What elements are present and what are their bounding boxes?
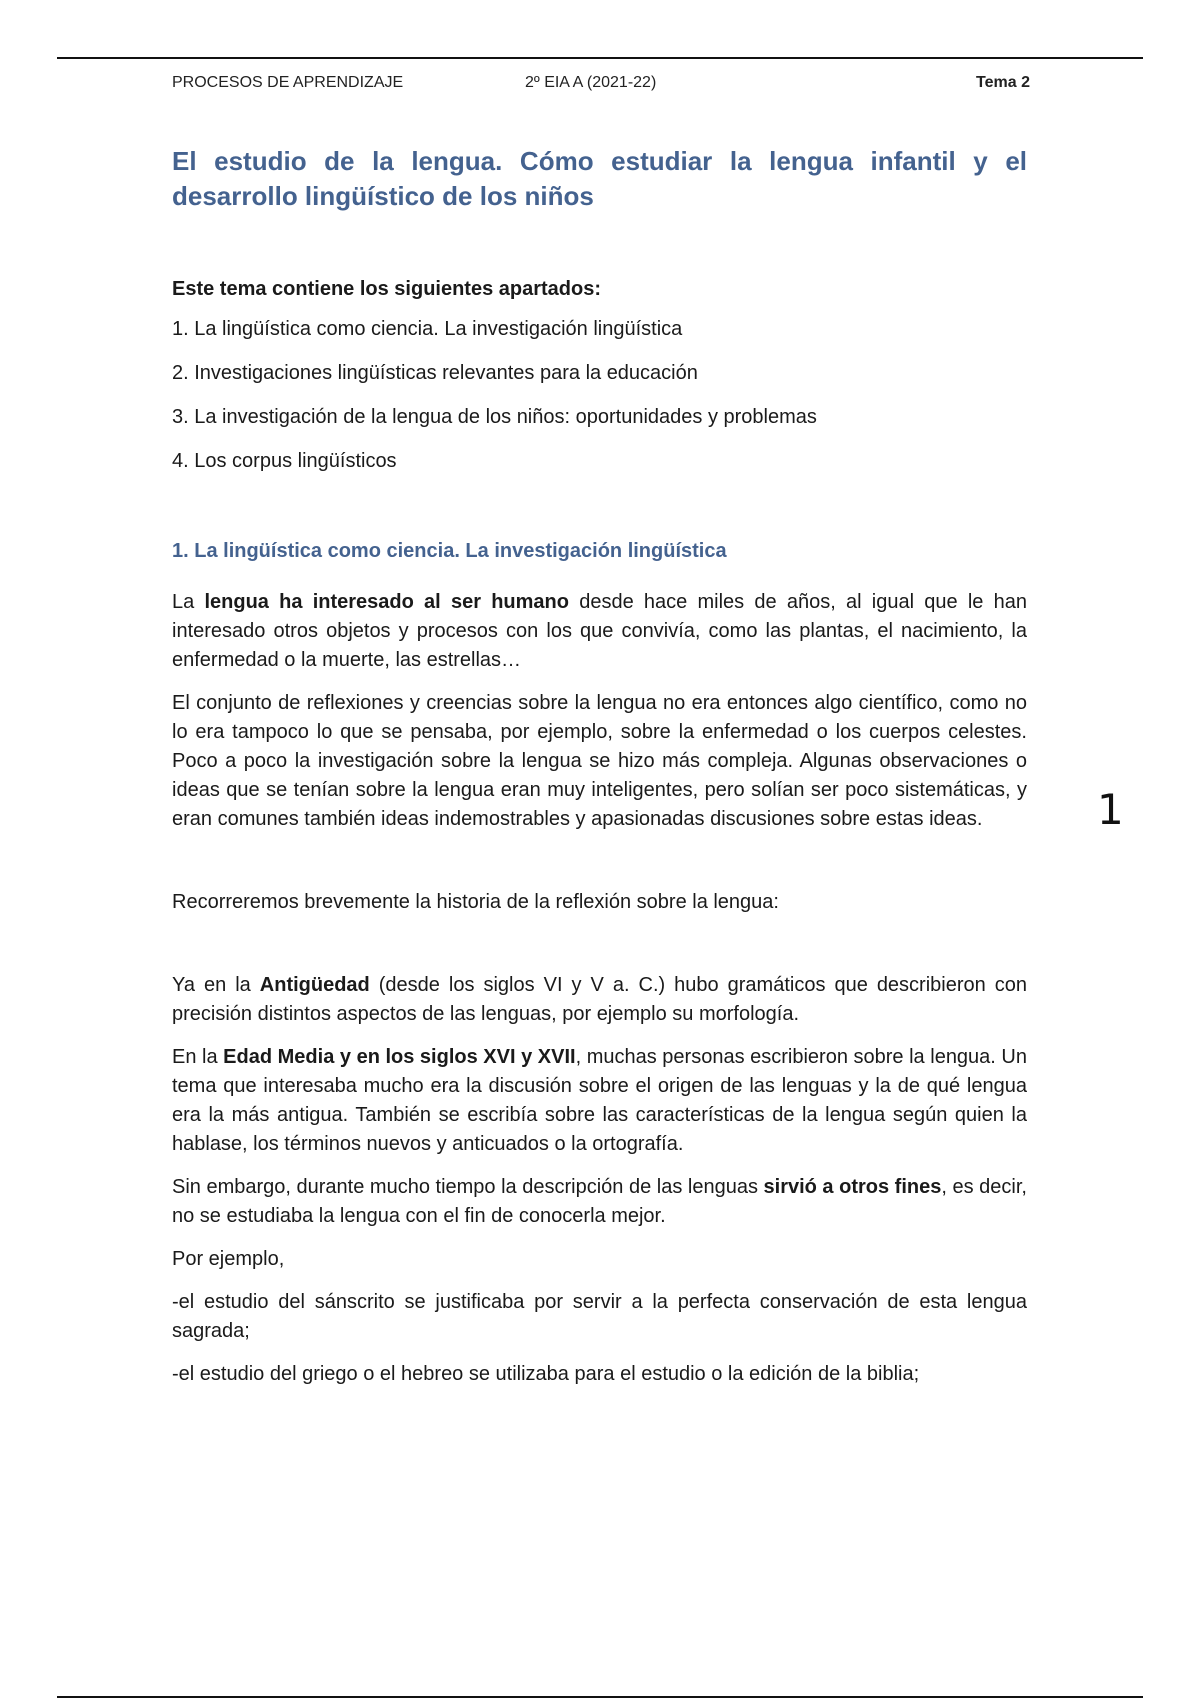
header-topic: Tema 2 xyxy=(976,74,1030,91)
contents-list xyxy=(172,316,1027,474)
contents-heading: Este tema contiene los siguientes apartados: xyxy=(172,278,602,300)
paragraph-8: -el estudio del sánscrito se justificaba por servir a la perfecta conservación de esta lengua sagrada; xyxy=(172,1291,1027,1342)
paragraph-5-emphasis: Edad Media y en los siglos XVI y XVII xyxy=(223,1046,576,1068)
top-rule xyxy=(57,57,1143,59)
paragraph-1 xyxy=(172,588,1027,675)
header-course: PROCESOS DE APRENDIZAJE xyxy=(172,74,404,91)
paragraph-6-text-cont: , es decir, no se estudiaba la lengua con el fin de conocerla mejor. xyxy=(172,1176,1027,1227)
header-group: 2º EIA A (2021-22) xyxy=(525,74,657,91)
bottom-rule xyxy=(57,1696,1143,1698)
paragraph-1-text-cont: desde hace miles de años, al igual que le han interesado otros objetos y procesos con los que convivía, como las plantas, el nacimiento, la enfermedad o la muerte, las estrellas… xyxy=(172,591,1027,671)
page-header xyxy=(172,74,1030,98)
contents-item: 3. La investigación de la lengua de los niños: oportunidades y problemas xyxy=(172,406,817,428)
paragraph-4-emphasis: Antigüedad xyxy=(259,974,370,996)
paragraph-4-text: Ya en la xyxy=(172,974,260,996)
contents-item: 4. Los corpus lingüísticos xyxy=(172,450,397,472)
paragraph-6-text: Sin embargo, durante mucho tiempo la descripción de las lenguas xyxy=(172,1176,764,1198)
paragraph-6 xyxy=(172,1173,1027,1231)
paragraph-4 xyxy=(172,971,1027,1029)
page-number: 1 xyxy=(1097,785,1124,834)
paragraph-9: -el estudio del griego o el hebreo se utilizaba para el estudio o la edición de la biblia; xyxy=(172,1363,920,1385)
paragraph-7: Por ejemplo, xyxy=(172,1248,285,1270)
paragraph-1-emphasis: lengua ha interesado al ser humano xyxy=(204,591,569,613)
paragraph-5 xyxy=(172,1043,1027,1159)
document-body xyxy=(172,144,1027,1389)
paragraph-2: El conjunto de reflexiones y creencias sobre la lengua no era entonces algo científico, como no lo era tampoco lo que se pensaba, por ejemplo, sobre la enfermedad o los cuerpos celestes. Poco a poco la investigación sobre la lengua se hizo más compleja. Algunas observaciones o ideas que se tenían sobre la lengua eran muy inteligentes, pero solían ser poco sistemáticas, y eran comunes también ideas indemostrables y apasionadas discusiones sobre estas ideas. xyxy=(172,692,1027,830)
paragraph-1-text: La xyxy=(172,591,205,613)
document-title: El estudio de la lengua. Cómo estudiar la lengua infantil y el desarrollo lingüístico de los niños xyxy=(172,146,1027,211)
contents-item: 2. Investigaciones lingüísticas relevantes para la educación xyxy=(172,362,698,384)
paragraph-4-text-cont: (desde los siglos VI y V a. C.) hubo gramáticos que describieron con precisión distintos aspectos de las lenguas, por ejemplo su morfología. xyxy=(172,974,1027,1025)
paragraph-5-text: En la xyxy=(172,1046,224,1068)
contents-item: 1. La lingüística como ciencia. La investigación lingüística xyxy=(172,318,683,340)
section-1-heading: 1. La lingüística como ciencia. La investigación lingüística xyxy=(172,540,727,562)
paragraph-5-text-cont: , muchas personas escribieron sobre la lengua. Un tema que interesaba mucho era la discusión sobre el origen de las lenguas y la de qué lengua era la más antigua. También se escribía sobre las características de la lengua según quien la hablase, los términos nuevos y anticuados o la ortografía. xyxy=(172,1046,1027,1155)
paragraph-6-emphasis: sirvió a otros fines xyxy=(763,1176,942,1198)
paragraph-3: Recorreremos brevemente la historia de la reflexión sobre la lengua: xyxy=(172,891,779,913)
